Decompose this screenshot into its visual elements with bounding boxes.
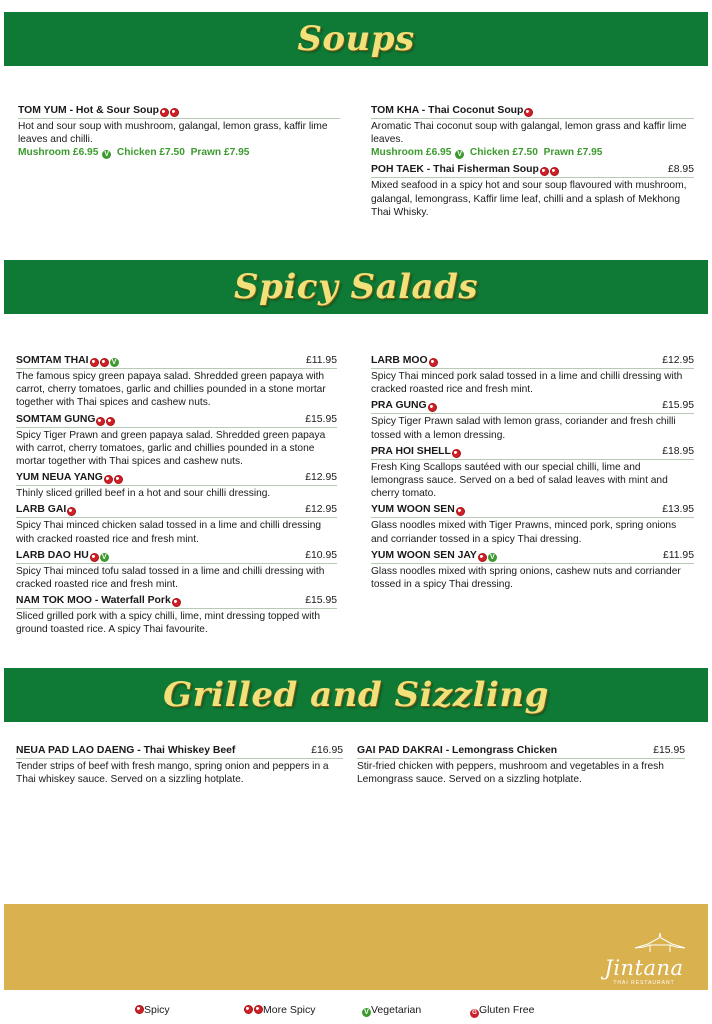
item-description: Fresh King Scallops sautéed with our special chilli, lime and lemongrass sauce. Served on a bed of salad leaves with mint and cherry tomato. — [371, 461, 668, 500]
soups-left-column — [18, 105, 340, 164]
item-price: £18.95 — [662, 445, 694, 457]
item-name: NAM TOK MOO - Waterfall Pork — [16, 595, 171, 607]
spicy-icon — [429, 358, 438, 367]
spicy-icon — [452, 449, 461, 458]
spicy-icon — [100, 358, 109, 367]
item-name: YUM WOON SEN JAY — [371, 549, 477, 561]
menu-item — [18, 105, 340, 160]
item-price: £8.95 — [667, 164, 694, 176]
item-description: Stir-fried chicken with peppers, mushroom and vegetables in a fresh Lemongrass sauce. Served on a sizzling hotplate. — [357, 761, 664, 786]
legend-spicy: Spicy — [134, 1004, 170, 1016]
item-price: £12.95 — [305, 504, 337, 516]
spicy-icon — [67, 507, 76, 516]
item-description: Aromatic Thai coconut soup with galangal, lemon grass and kaffir lime leaves. — [371, 121, 687, 146]
item-price: £12.95 — [662, 355, 694, 366]
item-price: £15.95 — [305, 595, 337, 607]
menu-item — [16, 355, 337, 410]
legend-vegetarian: V Vegetarian — [361, 1004, 421, 1017]
item-name: GAI PAD DAKRAI - Lemongrass Chicken — [357, 745, 558, 756]
menu-item — [371, 164, 694, 219]
salads-banner — [4, 260, 708, 314]
item-price: £13.95 — [662, 504, 694, 516]
item-price: £11.95 — [305, 355, 337, 366]
menu-item — [371, 355, 694, 396]
item-description: Spicy Tiger Prawn salad with lemon grass, coriander and fresh chilli tossed with a lemon dressing. — [371, 416, 676, 441]
item-description: Glass noodles mixed with Tiger Prawns, minced pork, spring onions and corriander tossed in a spicy Thai dressing. — [371, 520, 677, 545]
menu-item — [16, 414, 337, 469]
menu-item — [371, 105, 694, 160]
spicy-icon — [90, 553, 99, 562]
soups-banner — [4, 12, 708, 66]
menu-item — [371, 400, 694, 441]
brand-logo — [594, 932, 694, 988]
menu-item — [16, 550, 337, 591]
vegetarian-icon: V — [102, 150, 111, 159]
menu-item — [16, 472, 337, 500]
salads-left-column — [16, 355, 337, 641]
item-description: Tender strips of beef with fresh mango, spring onion and peppers in a Thai whiskey sauce. Served on a sizzling hotplate. — [16, 761, 329, 786]
legend — [0, 1004, 712, 1022]
spicy-icon — [160, 108, 169, 117]
item-variants: Mushroom £6.95 V Chicken £7.50 Prawn £7.95 — [371, 147, 603, 159]
brand-tagline: THAI RESTAURANT — [613, 980, 675, 986]
legend-gluten-free: G Gluten Free — [469, 1004, 534, 1018]
vegetarian-icon: V — [455, 150, 464, 159]
spicy-icon — [106, 417, 115, 426]
gluten-free-icon: G — [470, 1009, 479, 1018]
menu-item — [16, 504, 337, 545]
item-price: £12.95 — [305, 472, 337, 484]
spicy-icon — [114, 475, 123, 484]
item-description: Spicy Thai minced tofu salad tossed in a lime and chilli dressing with cracked roasted rice and fresh mint. — [16, 565, 325, 591]
item-price: £16.95 — [311, 745, 343, 756]
spicy-icon — [135, 1005, 144, 1014]
menu-item — [371, 504, 694, 545]
item-name: LARB DAO HU — [16, 549, 89, 561]
vegetarian-icon: V — [100, 553, 109, 562]
item-description: Spicy Tiger Prawn and green papaya salad. Shredded green papaya with carrot, cherry tomatoes, garlic and chillies pounded in a stone mortar together with Thai spices and cashew nuts. — [16, 429, 326, 468]
brand-name: Jintana — [604, 956, 684, 980]
item-description: Glass noodles mixed with spring onions, cashew nuts and corriander tossed in a spicy Thai dressing. — [371, 565, 681, 591]
spicy-icon — [244, 1005, 253, 1014]
soups-title: Soups — [297, 19, 415, 59]
salads-title: Spicy Salads — [234, 267, 478, 307]
item-name: PRA HOI SHELL — [371, 445, 451, 457]
item-variants: Mushroom £6.95 V Chicken £7.50 Prawn £7.95 — [18, 147, 250, 159]
spicy-icon — [550, 167, 559, 176]
menu-item — [371, 550, 694, 591]
item-description: The famous spicy green papaya salad. Shredded green papaya with carrot, cherry tomatoes, garlic and chillies pounded in a stone mortar together with Thai spices and cashew nuts. — [16, 371, 326, 409]
item-description: Mixed seafood in a spicy hot and sour soup flavoured with mushroom, galangal, lemongrass, Kaffir lime leaf, chilli and a splash of Mekhong Thai Whisky. — [371, 180, 687, 218]
item-name: LARB MOO — [371, 355, 428, 366]
spicy-icon — [104, 475, 113, 484]
spicy-icon — [456, 507, 465, 516]
footer-band — [4, 904, 708, 990]
item-name: NEUA PAD LAO DAENG - Thai Whiskey Beef — [16, 745, 236, 756]
item-price: £15.95 — [305, 413, 337, 425]
spicy-icon — [90, 358, 99, 367]
grilled-banner — [4, 668, 708, 722]
spicy-icon — [478, 553, 487, 562]
spicy-icon — [254, 1005, 263, 1014]
item-name: YUM NEUA YANG — [16, 472, 103, 484]
item-price: £11.95 — [662, 549, 694, 561]
item-description: Spicy Thai minced pork salad tossed in a lime and chilli dressing with cracked roasted rice and fresh mint. — [371, 371, 683, 396]
menu-item — [16, 745, 343, 786]
item-name: PRA GUNG — [371, 400, 427, 412]
grilled-right-column — [357, 745, 685, 790]
item-name: LARB GAI — [16, 504, 67, 516]
item-description: Sliced grilled pork with a spicy chilli, lime, mint dressing topped with ground toasted rice. A spicy Thai favourite. — [16, 611, 321, 636]
grilled-left-column — [16, 745, 343, 790]
salads-right-column — [371, 355, 694, 595]
item-description: Thinly sliced grilled beef in a hot and sour chilli dressing. — [16, 488, 271, 500]
item-name: TOM YUM - Hot & Sour Soup — [18, 105, 160, 116]
item-price: £15.95 — [653, 745, 685, 756]
menu-item — [357, 745, 685, 786]
spicy-icon — [170, 108, 179, 117]
item-name: SOMTAM GUNG — [16, 413, 96, 425]
item-name: YUM WOON SEN — [371, 504, 455, 516]
vegetarian-icon: V — [488, 553, 497, 562]
soups-right-column — [371, 105, 694, 223]
vegetarian-icon: V — [362, 1008, 371, 1017]
vegetarian-icon: V — [110, 358, 119, 367]
item-name: POH TAEK - Thai Fisherman Soup — [371, 164, 539, 176]
item-name: SOMTAM THAI — [16, 355, 89, 366]
item-description: Spicy Thai minced chicken salad tossed in a lime and chilli dressing with cracked roasted rice and fresh mint. — [16, 520, 322, 545]
menu-item — [16, 595, 337, 636]
item-description: Hot and sour soup with mushroom, galangal, lemon grass, kaffir lime leaves and chilli. — [18, 121, 328, 146]
spicy-icon — [96, 417, 105, 426]
item-price: £10.95 — [305, 549, 337, 561]
temple-roof-icon — [630, 932, 690, 954]
spicy-icon — [540, 167, 549, 176]
item-price: £15.95 — [662, 400, 694, 412]
spicy-icon — [172, 598, 181, 607]
spicy-icon — [428, 403, 437, 412]
grilled-title: Grilled and Sizzling — [163, 675, 549, 715]
spicy-icon — [524, 108, 533, 117]
menu-item — [371, 446, 694, 501]
legend-more-spicy: More Spicy — [243, 1004, 316, 1016]
item-name: TOM KHA - Thai Coconut Soup — [371, 105, 524, 116]
